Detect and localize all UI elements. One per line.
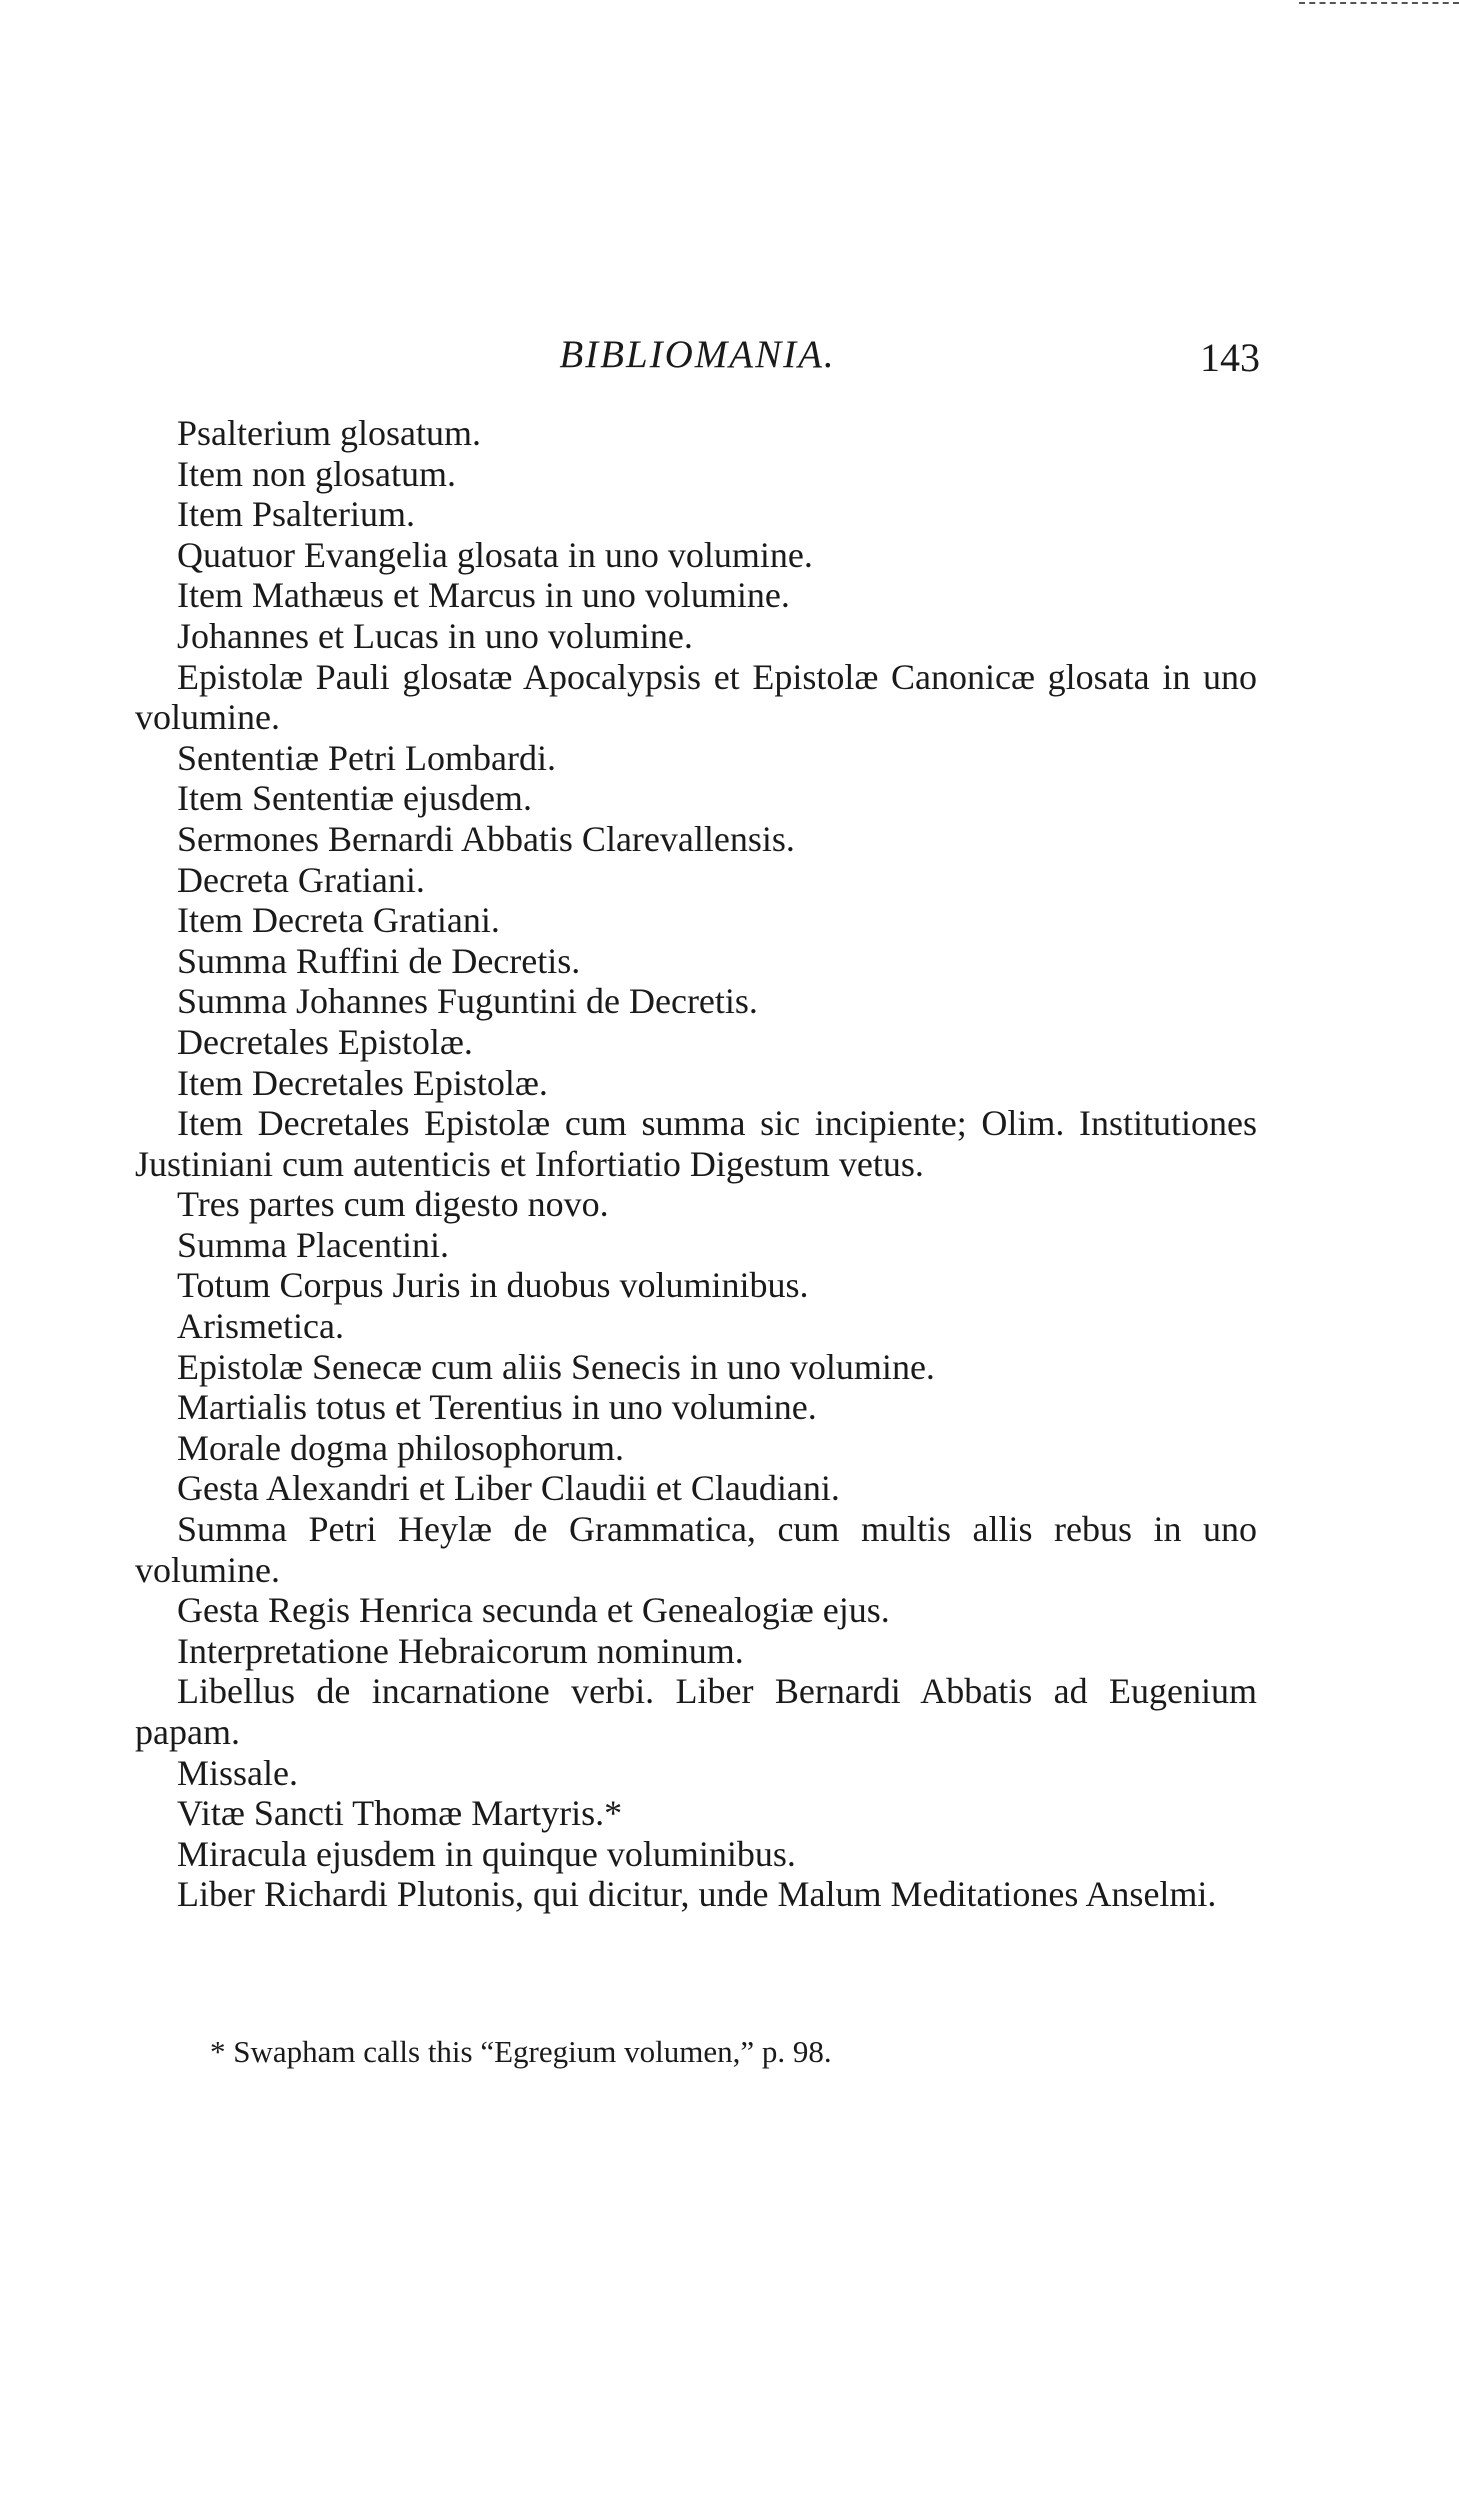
list-item: Missale. — [177, 1752, 298, 1793]
list-item: Item non glosatum. — [177, 453, 456, 494]
list-item: Item Psalterium. — [177, 494, 415, 535]
list-item: Miracula ejusdem in quinque voluminibus. — [177, 1833, 796, 1874]
list-item: Summa Petri Heylæ de Grammatica, cum multis allis rebus in uno volumine. — [135, 1509, 1257, 1590]
list-item: Summa Ruffini de Decretis. — [177, 940, 581, 981]
list-item: Sententiæ Petri Lombardi. — [177, 737, 556, 778]
page-number: 143 — [1200, 335, 1260, 380]
list-item: Liber Richardi Plutonis, qui dicitur, unde Malum Meditationes Anselmi. — [177, 1874, 1217, 1915]
list-item: Gesta Regis Henrica secunda et Genealogiæ ejus. — [177, 1590, 890, 1631]
list-item: Item Decretales Epistolæ. — [177, 1062, 548, 1103]
list-item: Summa Johannes Fuguntini de Decretis. — [177, 981, 758, 1022]
footnote: * Swapham calls this “Egregium volumen,” p. 98. — [210, 2034, 832, 2069]
book-list — [135, 413, 1257, 1915]
list-item: Decreta Gratiani. — [177, 859, 425, 900]
list-item: Libellus de incarnatione verbi. Liber Bernardi Abbatis ad Eugenium papam. — [135, 1671, 1257, 1752]
list-item: Sermones Bernardi Abbatis Clarevallensis. — [177, 818, 795, 859]
list-item: Summa Placentini. — [177, 1224, 449, 1265]
list-item: Vitæ Sancti Thomæ Martyris.* — [177, 1793, 623, 1834]
list-item: Psalterium glosatum. — [177, 413, 481, 453]
list-item: Epistolæ Pauli glosatæ Apocalypsis et Epistolæ Canonicæ glosata in uno volumine. — [135, 656, 1257, 738]
list-item: Quatuor Evangelia glosata in uno volumine. — [177, 534, 813, 575]
list-item: Totum Corpus Juris in duobus voluminibus. — [177, 1265, 809, 1306]
list-item: Epistolæ Senecæ cum aliis Senecis in uno volumine. — [177, 1346, 935, 1387]
list-item: Item Decreta Gratiani. — [177, 900, 500, 941]
list-item: Item Sententiæ ejusdem. — [177, 778, 532, 819]
list-item: Arismetica. — [177, 1306, 344, 1347]
list-item: Interpretatione Hebraicorum nominum. — [177, 1630, 744, 1671]
top-edge-rule — [1299, 2, 1459, 4]
list-item: Tres partes cum digesto novo. — [177, 1184, 609, 1225]
list-item: Decretales Epistolæ. — [177, 1021, 473, 1062]
page-header — [135, 332, 1260, 392]
list-item: Johannes et Lucas in uno volumine. — [177, 615, 693, 656]
list-item: Gesta Alexandri et Liber Claudii et Claudiani. — [177, 1468, 840, 1509]
running-title: BIBLIOMANIA. — [559, 333, 836, 376]
list-item: Item Mathæus et Marcus in uno volumine. — [177, 575, 790, 616]
list-item: Item Decretales Epistolæ cum summa sic incipiente; Olim. Institutiones Justiniani cum autenticis et Infortiatio Digestum vetus. — [135, 1103, 1257, 1184]
list-item: Martialis totus et Terentius in uno volumine. — [177, 1387, 817, 1428]
list-item: Morale dogma philosophorum. — [177, 1427, 624, 1468]
